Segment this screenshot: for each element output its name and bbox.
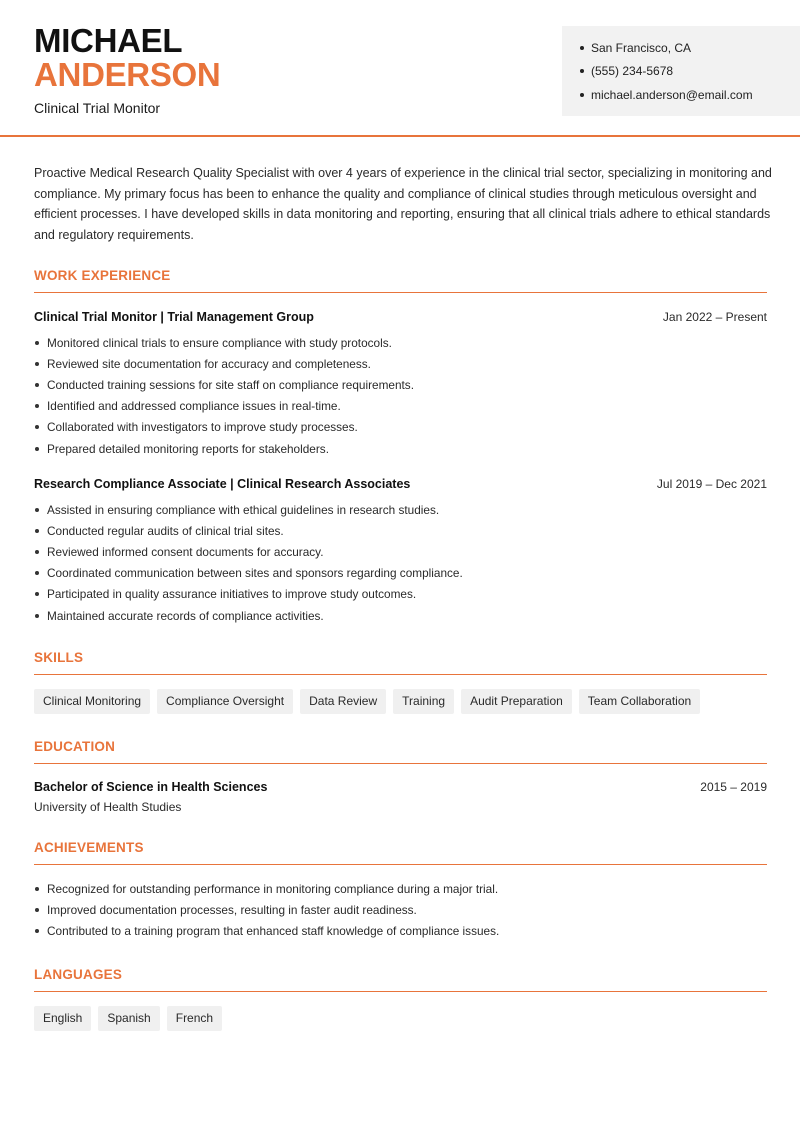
section-title-work: WORK EXPERIENCE xyxy=(34,268,767,293)
list-item: Coordinated communication between sites and sponsors regarding compliance. xyxy=(34,563,767,584)
job-2-bullets xyxy=(34,499,767,626)
job-heading-2 xyxy=(34,477,767,491)
list-item: Prepared detailed monitoring reports for stakeholders. xyxy=(34,438,767,459)
bullet-icon xyxy=(580,93,584,97)
languages-list xyxy=(34,1006,222,1031)
education-heading xyxy=(34,780,767,794)
bullet-icon xyxy=(35,908,39,912)
list-item: Reviewed site documentation for accuracy and completeness. xyxy=(34,353,767,374)
language-tag: French xyxy=(167,1006,222,1031)
bullet-icon xyxy=(35,887,39,891)
list-item: Participated in quality assurance initiatives to improve study outcomes. xyxy=(34,584,767,605)
list-item: Collaborated with investigators to improve study processes. xyxy=(34,417,767,438)
section-title-languages: LANGUAGES xyxy=(34,967,767,992)
language-tag: English xyxy=(34,1006,91,1031)
list-item: Improved documentation processes, resulting in faster audit readiness. xyxy=(34,899,767,920)
contact-phone: (555) 234-5678 xyxy=(580,60,800,84)
bullet-icon xyxy=(35,404,39,408)
contact-email[interactable]: michael.anderson@email.com xyxy=(580,83,800,107)
list-item: Recognized for outstanding performance in monitoring compliance during a major trial. xyxy=(34,878,767,899)
bullet-icon xyxy=(35,614,39,618)
skill-tag: Compliance Oversight xyxy=(157,689,293,714)
bullet-icon xyxy=(35,383,39,387)
bullet-icon xyxy=(580,69,584,73)
resume-header xyxy=(0,0,800,137)
last-name: ANDERSON xyxy=(34,56,221,93)
skills-list xyxy=(34,689,700,714)
bullet-icon xyxy=(35,929,39,933)
bullet-icon xyxy=(35,425,39,429)
job-dates: Jul 2019 – Dec 2021 xyxy=(656,477,767,491)
list-item: Assisted in ensuring compliance with ethical guidelines in research studies. xyxy=(34,499,767,520)
professional-summary: Proactive Medical Research Quality Specialist with over 4 years of experience in the clinical trial sector, specializing in monitoring and compliance. My primary focus has been to enhance the quality and compliance of clinical studies through meticulous oversight and efficient processes. I have developed skills in data monitoring and reporting, ensuring that all clinical trials adhere to ethical standards and regulatory requirements. xyxy=(34,166,772,243)
list-item: Identified and addressed compliance issues in real-time. xyxy=(34,396,767,417)
skill-tag: Clinical Monitoring xyxy=(34,689,150,714)
contact-box xyxy=(562,26,800,116)
job-heading-1 xyxy=(34,310,767,324)
list-item: Conducted training sessions for site staff on compliance requirements. xyxy=(34,374,767,395)
list-item: Conducted regular audits of clinical trial sites. xyxy=(34,520,767,541)
section-title-achievements: ACHIEVEMENTS xyxy=(34,840,767,865)
bullet-icon xyxy=(35,592,39,596)
degree-title: Bachelor of Science in Health Sciences xyxy=(34,780,268,794)
bullet-icon xyxy=(35,571,39,575)
language-tag: Spanish xyxy=(98,1006,159,1031)
job-dates: Jan 2022 – Present xyxy=(662,310,767,324)
bullet-icon xyxy=(35,362,39,366)
job-1-bullets xyxy=(34,332,767,459)
bullet-icon xyxy=(35,447,39,451)
school-name: University of Health Studies xyxy=(34,800,182,814)
list-item: Monitored clinical trials to ensure compliance with study protocols. xyxy=(34,332,767,353)
bullet-icon xyxy=(35,508,39,512)
bullet-icon xyxy=(580,46,584,50)
skill-tag: Team Collaboration xyxy=(579,689,700,714)
education-dates: 2015 – 2019 xyxy=(700,780,767,794)
job-title: Research Compliance Associate | Clinical Research Associates xyxy=(34,477,411,491)
bullet-icon xyxy=(35,550,39,554)
achievements-list xyxy=(34,878,767,942)
section-title-skills: SKILLS xyxy=(34,650,767,675)
skill-tag: Audit Preparation xyxy=(461,689,572,714)
job-title: Clinical Trial Monitor | Trial Management Group xyxy=(34,310,314,324)
skill-tag: Data Review xyxy=(300,689,386,714)
bullet-icon xyxy=(35,529,39,533)
skill-tag: Training xyxy=(393,689,454,714)
list-item: Maintained accurate records of compliance activities. xyxy=(34,605,767,626)
candidate-name xyxy=(34,24,220,92)
contact-location: San Francisco, CA xyxy=(580,36,800,60)
list-item: Reviewed informed consent documents for accuracy. xyxy=(34,541,767,562)
bullet-icon xyxy=(35,341,39,345)
job-role: Clinical Trial Monitor xyxy=(34,100,161,116)
first-name: MICHAEL xyxy=(34,22,183,59)
section-title-education: EDUCATION xyxy=(34,739,767,764)
list-item: Contributed to a training program that enhanced staff knowledge of compliance issues. xyxy=(34,920,767,941)
